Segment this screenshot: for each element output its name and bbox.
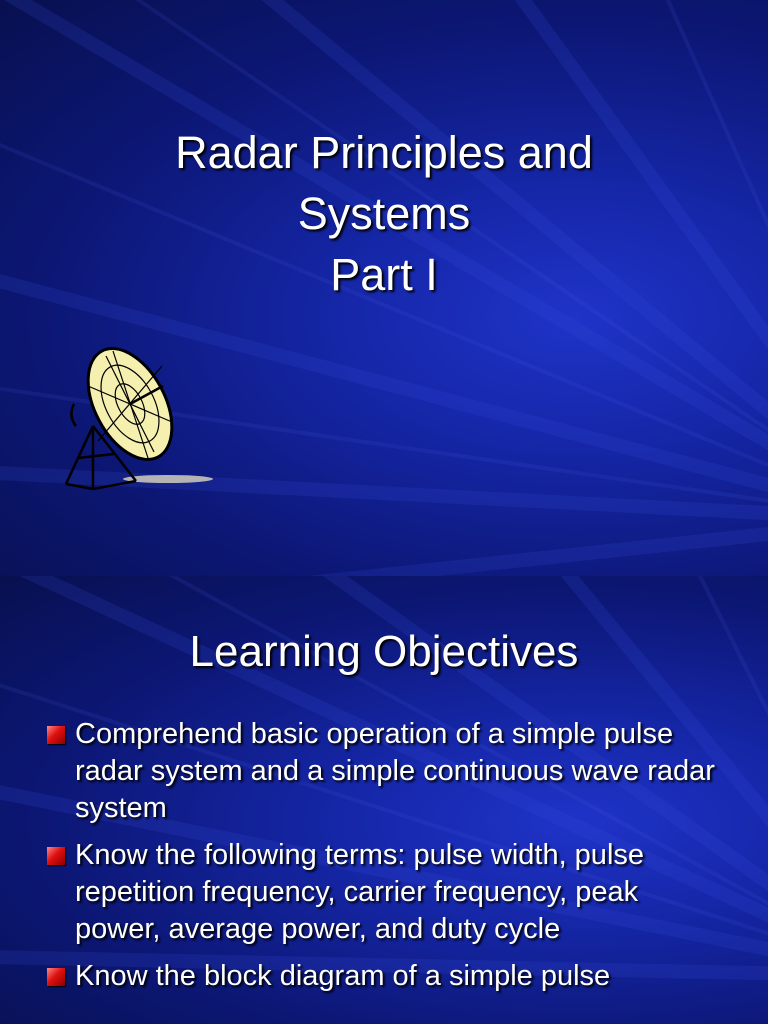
bullet-square-icon	[47, 847, 65, 865]
slide-title-text	[0, 122, 768, 305]
objectives-list	[0, 716, 768, 1005]
list-item	[0, 837, 768, 948]
list-item-text: Know the block diagram of a simple pulse	[75, 960, 611, 992]
list-item-text: Know the following terms: pulse width, pulse repetition frequency, carrier frequency, peak power, average power, and duty cycle	[75, 839, 645, 945]
title-line-2: Systems	[297, 188, 471, 239]
title-line-3: Part I	[330, 249, 438, 300]
radar-dish-icon	[58, 346, 218, 496]
slide-learning-objectives	[0, 576, 768, 1024]
bullet-square-icon	[47, 968, 65, 986]
section-title: Learning Objectives	[189, 627, 579, 676]
list-item-text: Comprehend basic operation of a simple pulse radar system and a simple continuous wave radar system	[75, 718, 715, 824]
bullet-square-icon	[47, 726, 65, 744]
title-line-1: Radar Principles and	[175, 127, 593, 178]
list-item	[0, 716, 768, 827]
list-item	[0, 958, 768, 995]
